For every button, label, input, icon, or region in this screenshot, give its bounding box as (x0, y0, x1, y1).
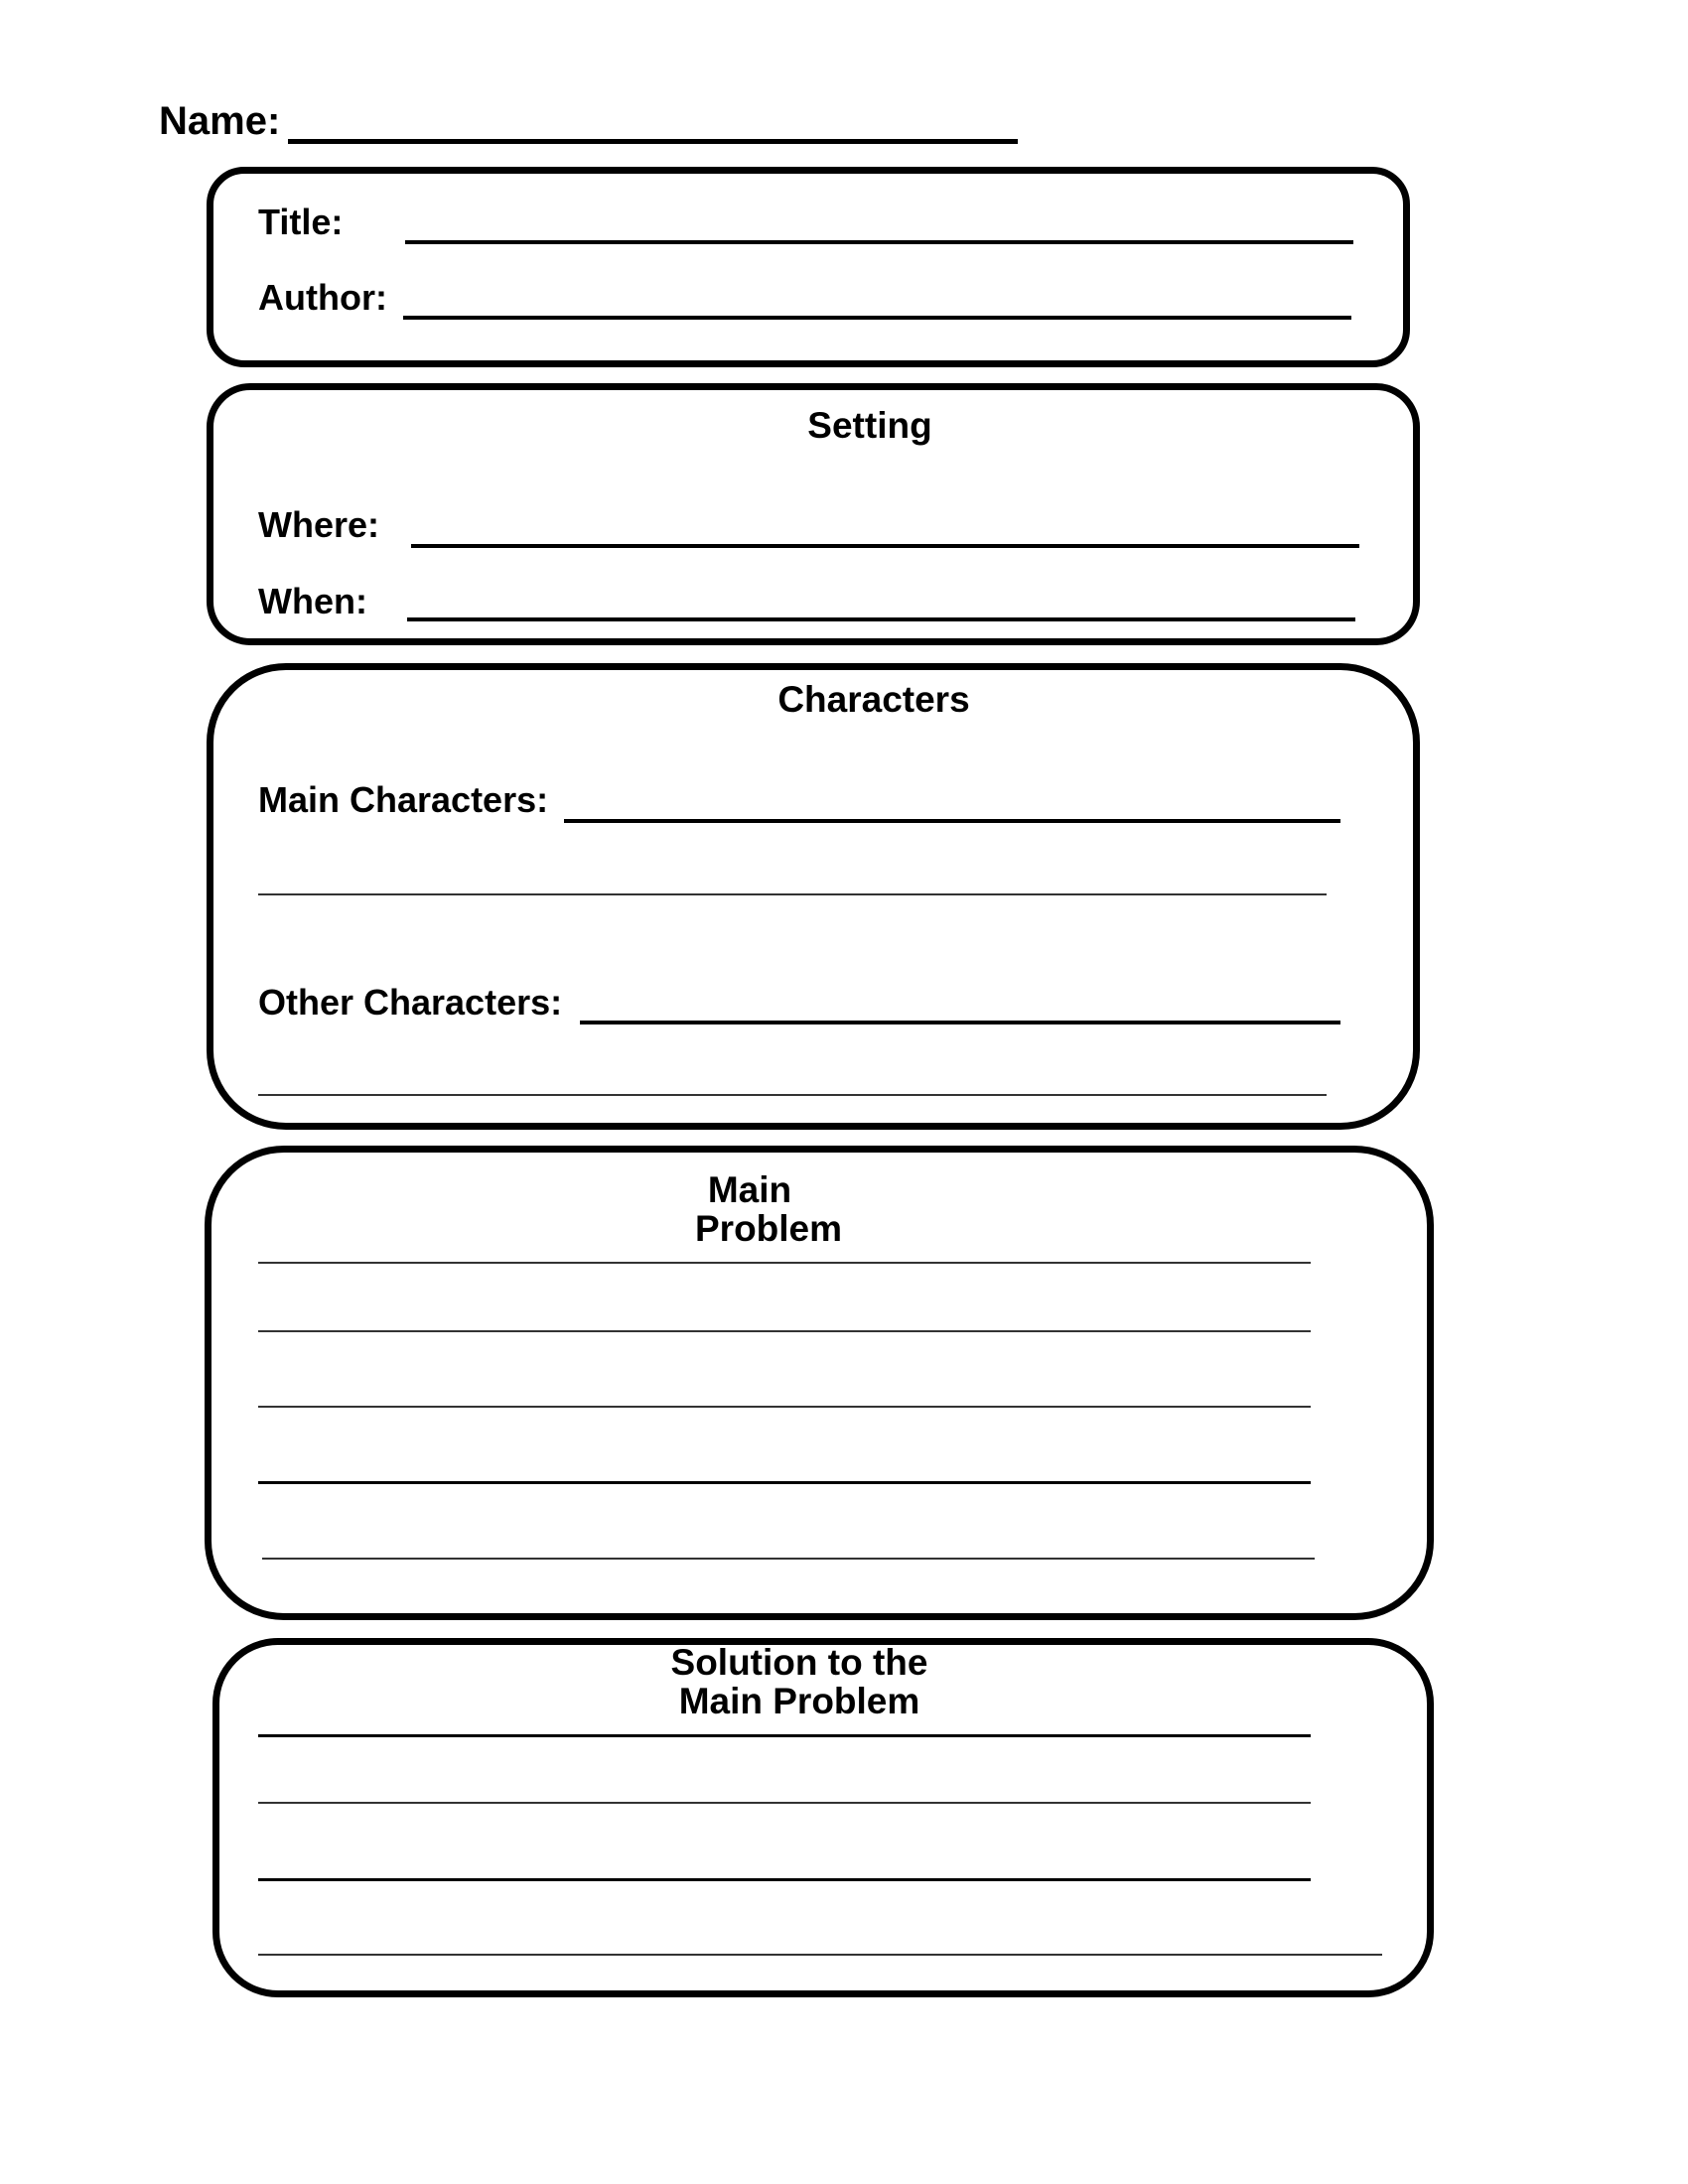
title-label: Title: (258, 202, 344, 242)
name-label: Name: (159, 99, 281, 143)
main-characters-label: Main Characters: (258, 779, 549, 820)
where-field[interactable] (411, 544, 1359, 548)
where-label: Where: (258, 504, 380, 545)
solution-line-3[interactable] (258, 1878, 1311, 1881)
other-characters-label: Other Characters: (258, 982, 563, 1023)
other-characters-field[interactable] (580, 1021, 1340, 1024)
name-field[interactable] (288, 139, 1018, 144)
setting-heading: Setting (807, 405, 932, 446)
author-field[interactable] (403, 316, 1351, 320)
characters-box (207, 663, 1420, 1130)
other-characters-extra-line[interactable] (258, 1094, 1327, 1096)
when-field[interactable] (407, 617, 1355, 621)
characters-heading: Characters (777, 679, 970, 720)
problem-line-3[interactable] (258, 1406, 1311, 1408)
author-label: Author: (258, 277, 387, 318)
main-characters-field[interactable] (564, 819, 1340, 823)
solution-line-4[interactable] (258, 1954, 1382, 1956)
solution-line-1[interactable] (258, 1734, 1311, 1737)
when-label: When: (258, 581, 367, 621)
title-field[interactable] (405, 240, 1353, 244)
solution-line-2[interactable] (258, 1802, 1311, 1804)
main-problem-heading: Main Problem (695, 1169, 843, 1249)
solution-heading: Solution to the Main Problem (670, 1642, 928, 1721)
problem-line-4[interactable] (258, 1481, 1311, 1484)
problem-line-5[interactable] (262, 1558, 1315, 1560)
title-author-box (207, 167, 1410, 367)
main-characters-extra-line[interactable] (258, 893, 1327, 895)
problem-line-1[interactable] (258, 1262, 1311, 1264)
problem-line-2[interactable] (258, 1330, 1311, 1332)
